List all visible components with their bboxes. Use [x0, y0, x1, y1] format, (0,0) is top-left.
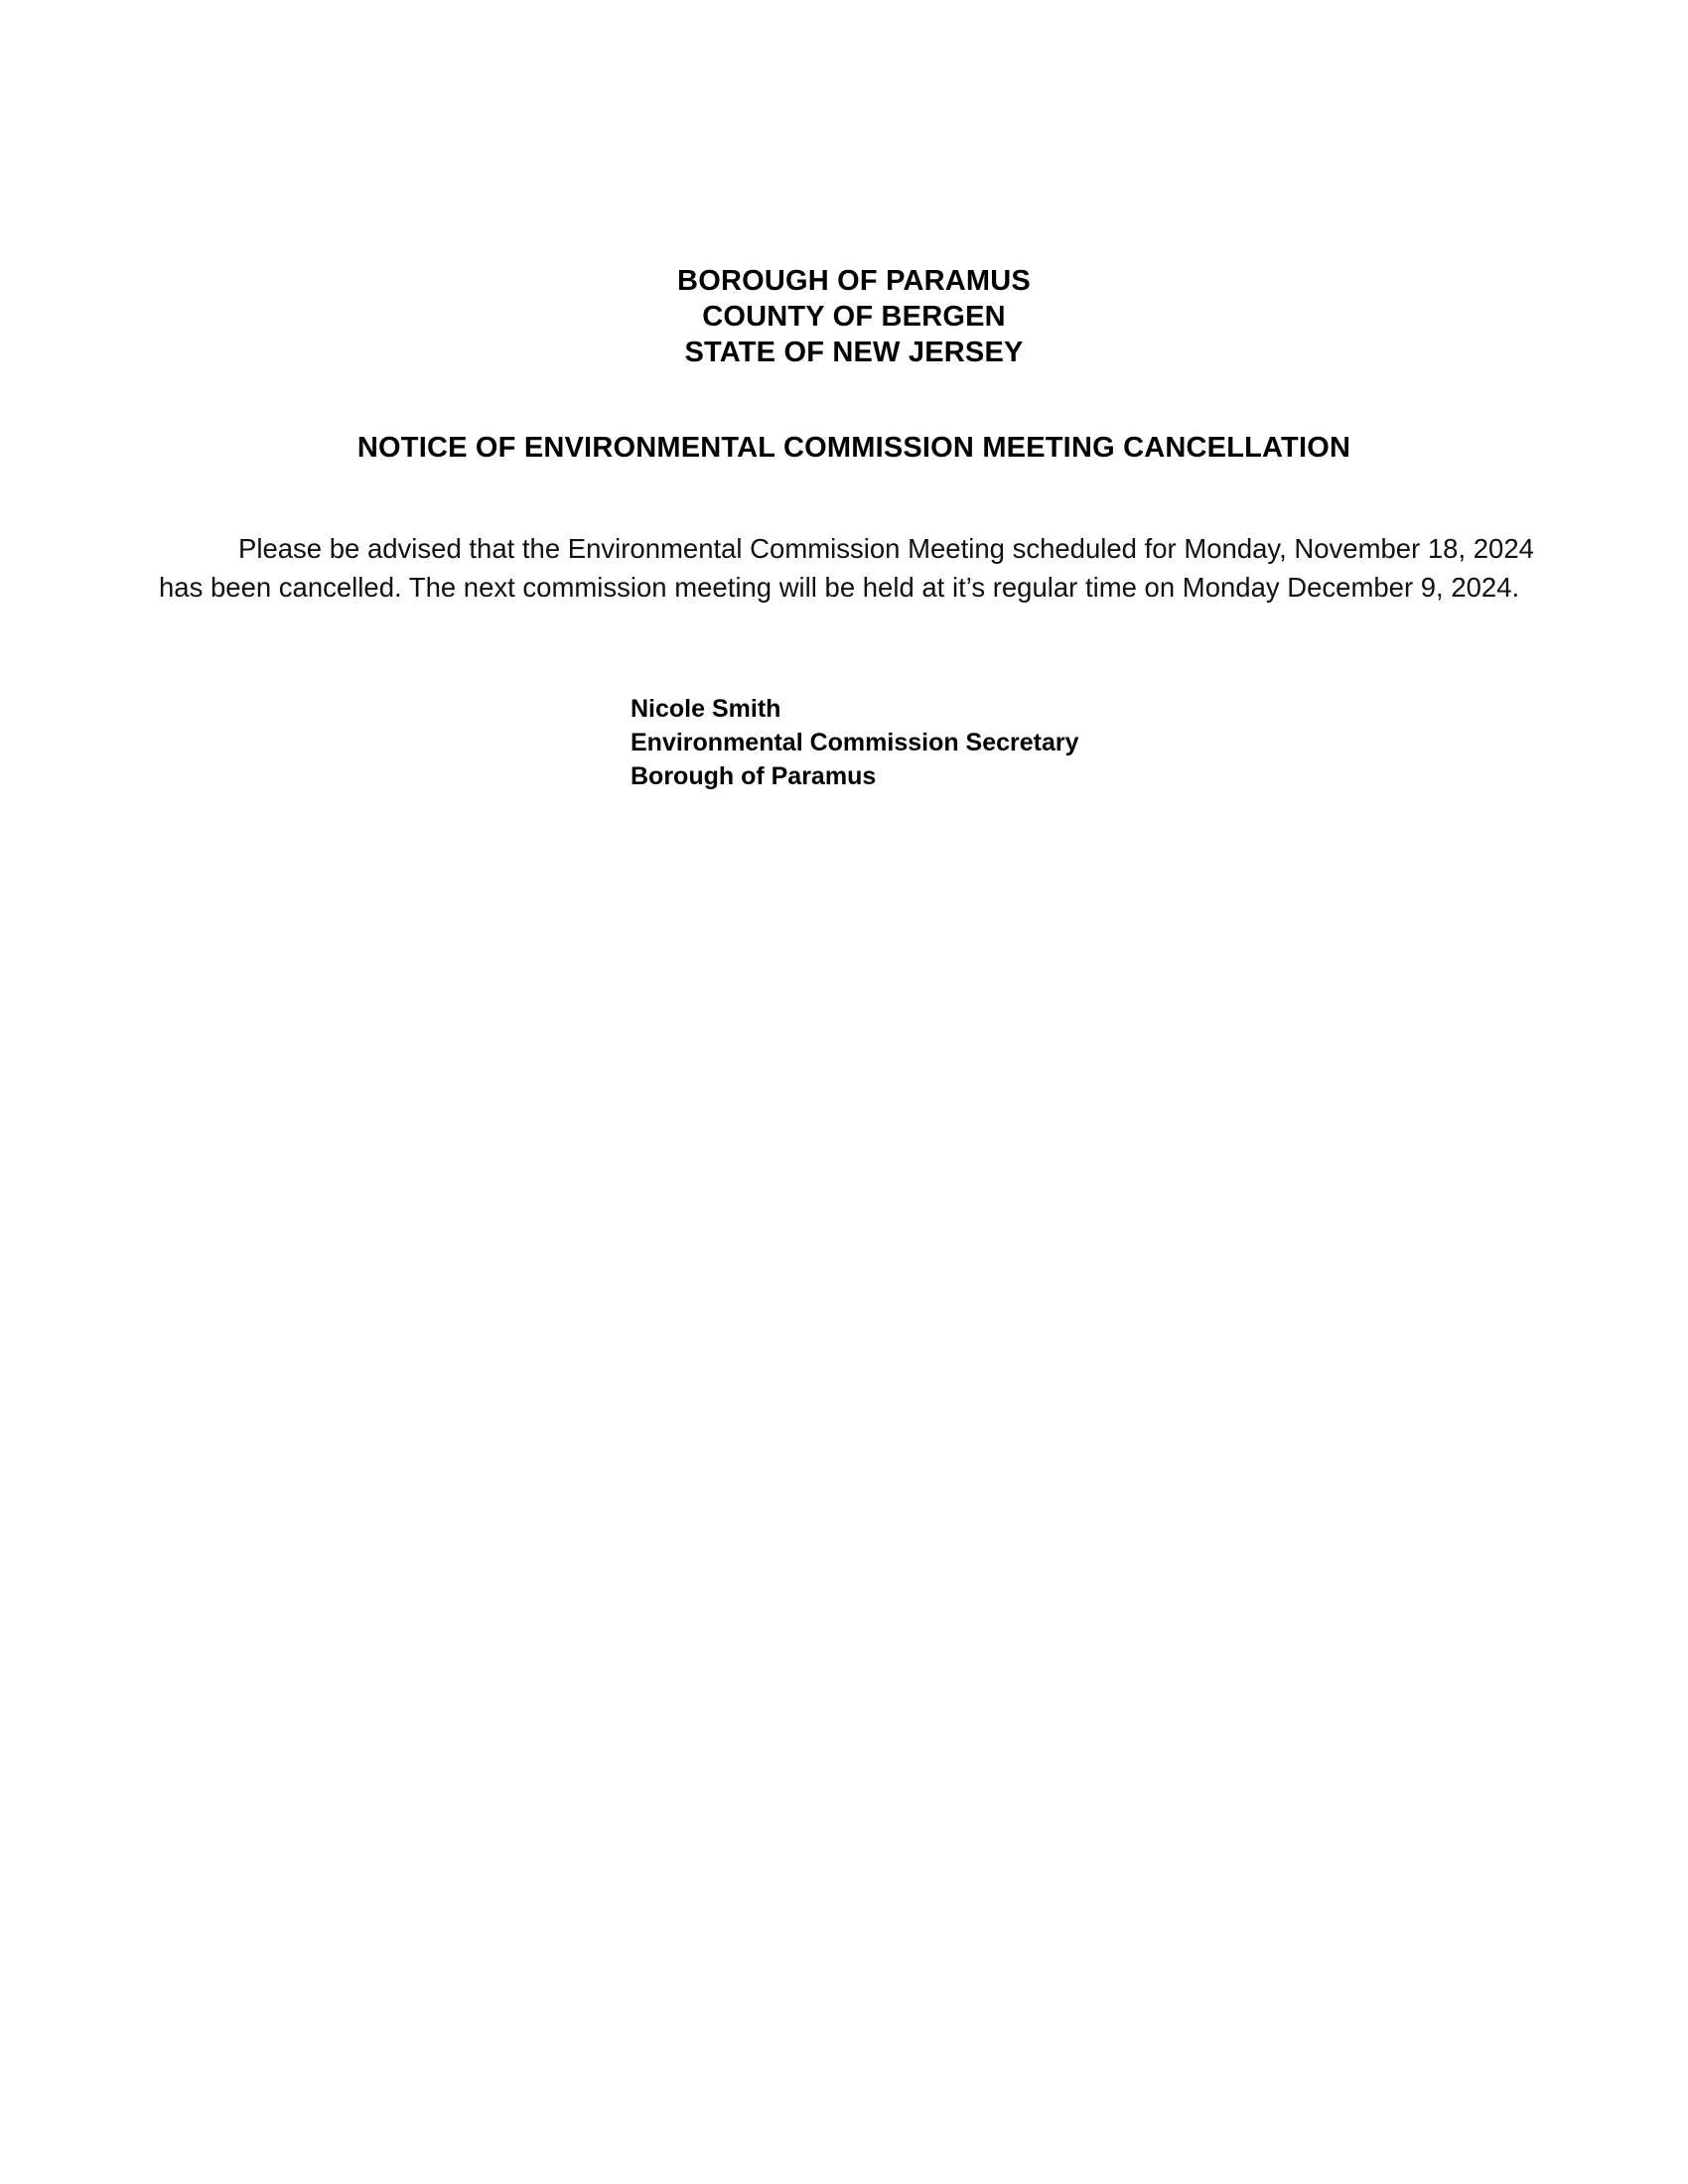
document-header [159, 263, 1549, 370]
page-title: NOTICE OF ENVIRONMENTAL COMMISSION MEETING CANCELLATION [356, 432, 1351, 464]
signature-organization: Borough of Paramus [631, 762, 877, 790]
signature-block [631, 692, 1549, 793]
signature-role: Environmental Commission Secretary [631, 729, 1079, 756]
header-line-state: STATE OF NEW JERSEY [684, 337, 1024, 368]
header-line-county: COUNTY OF BERGEN [702, 301, 1006, 333]
document-content [159, 263, 1549, 793]
signature-name: Nicole Smith [631, 695, 781, 723]
notice-body-paragraph: Please be advised that the Environmental Commission Meeting scheduled for Monday, November 18, 2024 has been cancelled. The next commission meeting will be held at it’s regular time on Monday December 9, 2024. [159, 533, 1534, 603]
header-line-municipality: BOROUGH OF PARAMUS [677, 265, 1031, 297]
